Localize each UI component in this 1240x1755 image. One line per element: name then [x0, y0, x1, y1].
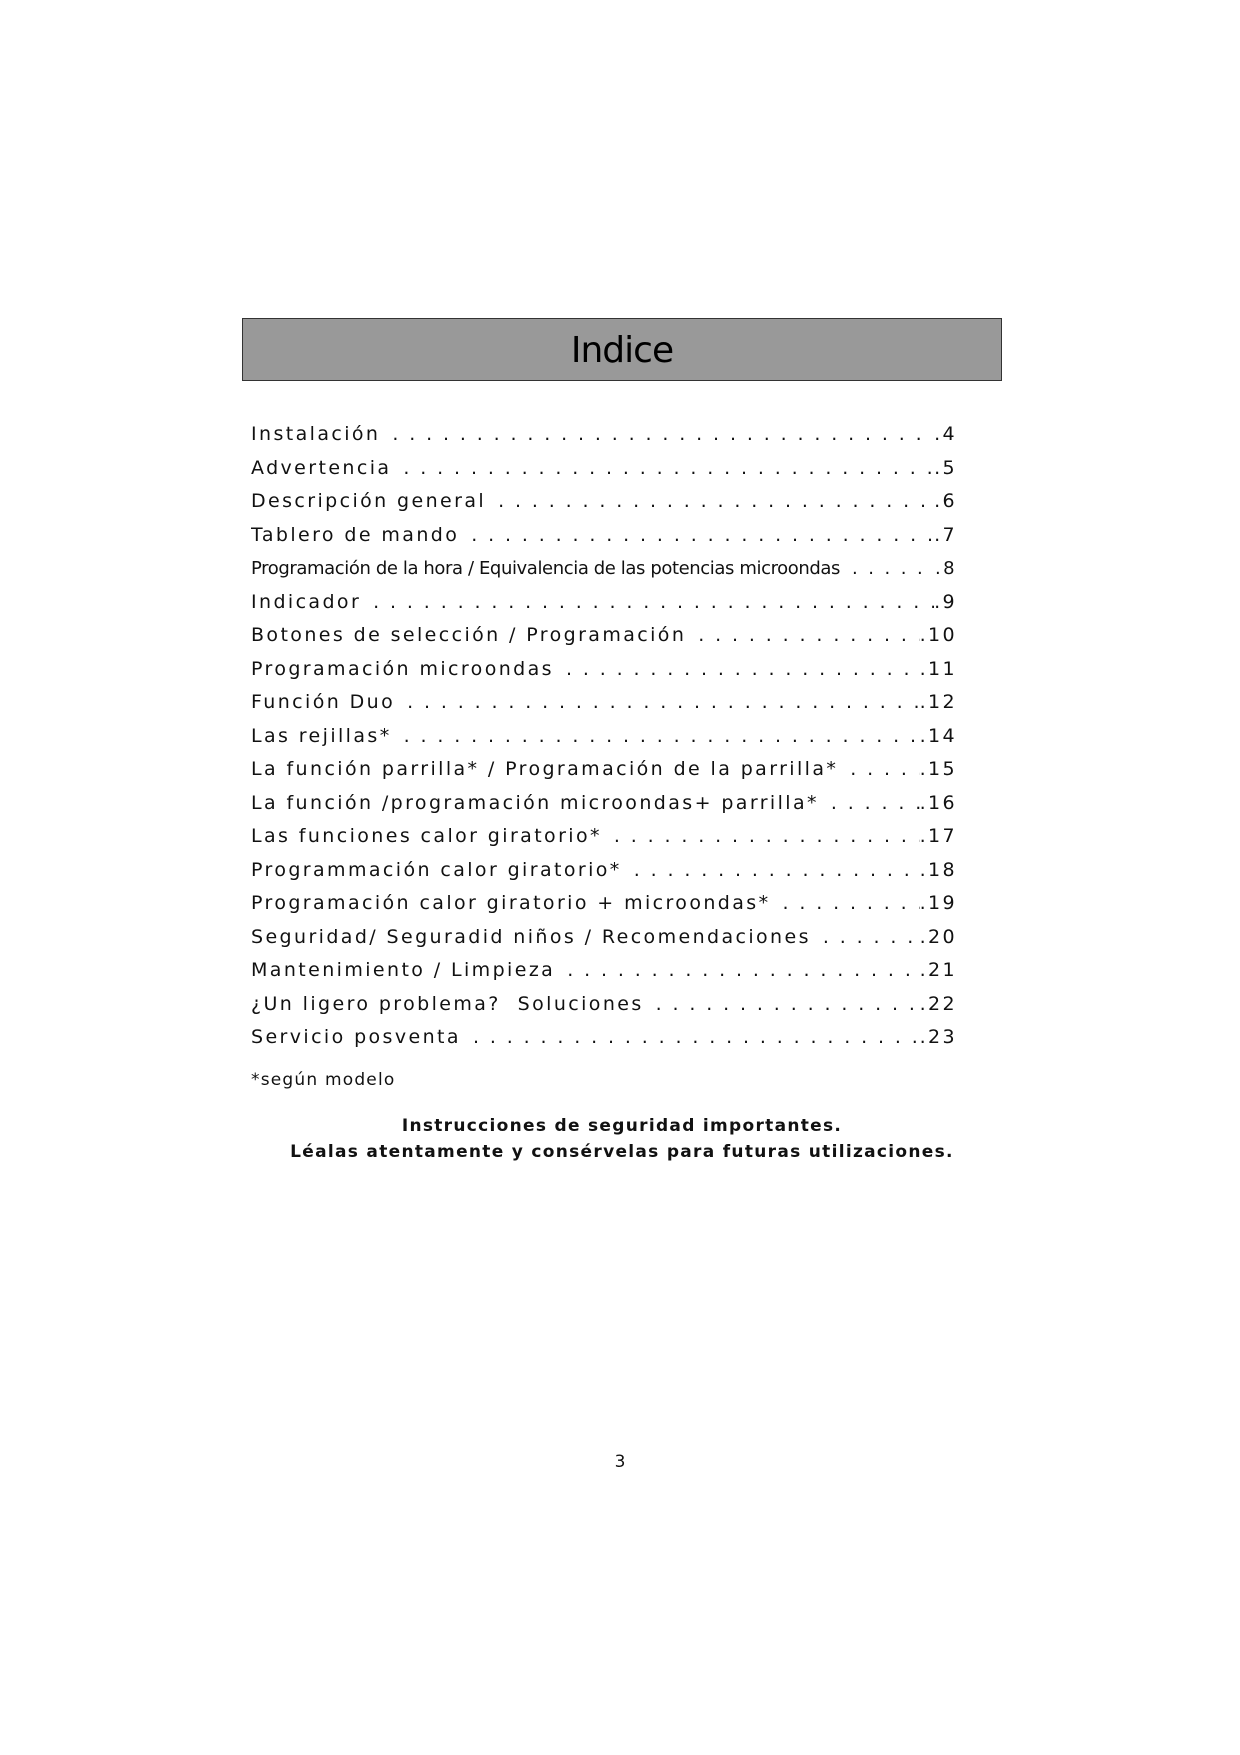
toc-entry	[251, 452, 957, 486]
toc-entry-page: .9	[934, 590, 957, 613]
toc-entry	[251, 887, 957, 921]
toc-entry-label: ¿Un ligero problema? Soluciones	[251, 992, 644, 1015]
toc-entry	[251, 552, 957, 586]
toc-entry-label: Servicio posventa	[251, 1026, 461, 1049]
toc-entry-page: .7	[934, 523, 957, 546]
dot-leader	[622, 861, 920, 880]
toc-entry	[251, 787, 957, 821]
safety-instructions	[242, 1113, 1002, 1165]
toc-entry-label: Programación de la hora / Equivalencia de las potencias microondas	[251, 557, 841, 579]
toc-entry	[251, 653, 957, 687]
toc-entry	[251, 485, 957, 519]
dot-leader	[486, 492, 934, 511]
toc-entry-label: Programación microondas	[251, 657, 554, 680]
toc-entry-page: .17	[919, 825, 957, 848]
toc-entry-label: Mantenimiento / Limpieza	[251, 959, 556, 982]
toc-entry	[251, 619, 957, 653]
toc-entry-label: Seguridad/ Seguradid niños / Recomendaciones	[251, 925, 811, 948]
dot-leader	[686, 626, 919, 645]
toc-entry-label: Botones de selección / Programación	[251, 624, 687, 647]
page-number: 3	[614, 1452, 626, 1472]
toc-entry	[251, 921, 957, 955]
toc-entry-page: .15	[919, 758, 957, 781]
toc-entry	[251, 988, 957, 1022]
toc-entry-label: Instalación	[251, 423, 381, 446]
dot-leader	[395, 693, 919, 712]
toc-entry-label: Programación calor giratorio + microondas*	[251, 892, 771, 915]
toc-entry-label: Advertencia	[251, 456, 392, 479]
dot-leader	[391, 459, 934, 478]
toc-entry	[251, 686, 957, 720]
toc-entry	[251, 954, 957, 988]
dot-leader	[771, 894, 920, 913]
toc-entry-page: .4	[934, 423, 957, 446]
toc-entry-label: Tablero de mando	[251, 523, 460, 546]
index-title: Indice	[570, 330, 674, 371]
toc-entry-page: .12	[919, 691, 957, 714]
toc-entry-label: Las funciones calor giratorio*	[251, 825, 602, 848]
dot-leader	[380, 425, 934, 444]
toc-entry-page: .23	[919, 1026, 957, 1049]
dot-leader	[459, 526, 934, 545]
toc-entry-label: La función parrilla* / Programación de la parrilla*	[251, 758, 839, 781]
index-title-box	[242, 318, 1002, 381]
dot-leader	[811, 928, 920, 947]
toc-entry-page: .20	[919, 925, 957, 948]
toc-entry-label: Indicador	[251, 590, 362, 613]
toc-entry-label: La función /programación microondas+ parrilla*	[251, 791, 819, 814]
dot-leader	[392, 727, 920, 746]
dot-leader	[838, 760, 919, 779]
toc-entry-page: .14	[919, 724, 957, 747]
toc-entry	[251, 1021, 957, 1055]
toc-entry-page: .5	[934, 456, 957, 479]
dot-leader	[602, 827, 920, 846]
toc-entry	[251, 418, 957, 452]
toc-entry	[251, 519, 957, 553]
dot-leader	[361, 593, 934, 612]
dot-leader	[461, 1028, 920, 1047]
toc-entry-page: .8	[935, 557, 957, 579]
dot-leader	[644, 995, 920, 1014]
toc-entry-page: .6	[934, 490, 957, 513]
dot-leader	[555, 961, 919, 980]
toc-entry-page: .11	[919, 657, 957, 680]
toc-entry-page: .18	[919, 858, 957, 881]
dot-leader	[554, 660, 920, 679]
dot-leader	[819, 794, 920, 813]
toc-entry	[251, 753, 957, 787]
safety-instructions-line-1: Instrucciones de seguridad importantes.	[401, 1116, 843, 1136]
dot-leader	[840, 560, 935, 578]
safety-instructions-line-2: Léalas atentamente y consérvelas para futuras utilizaciones.	[290, 1142, 954, 1162]
toc-entry	[251, 586, 957, 620]
toc-entry	[251, 820, 957, 854]
toc-entry-label: Programmación calor giratorio*	[251, 858, 622, 881]
model-footnote: *según modelo	[251, 1070, 396, 1090]
toc-entry	[251, 720, 957, 754]
toc-entry-label: Función Duo	[251, 691, 396, 714]
toc-entry-page: .19	[919, 892, 957, 915]
toc-entry-label: Descripción general	[251, 490, 487, 513]
toc-entry	[251, 854, 957, 888]
toc-entry-page: .21	[919, 959, 957, 982]
toc-entry-page: .10	[919, 624, 957, 647]
toc-entry-page: .16	[919, 791, 957, 814]
toc-entry-page: .22	[919, 992, 957, 1015]
table-of-contents	[251, 418, 957, 1055]
toc-entry-label: Las rejillas*	[251, 724, 392, 747]
